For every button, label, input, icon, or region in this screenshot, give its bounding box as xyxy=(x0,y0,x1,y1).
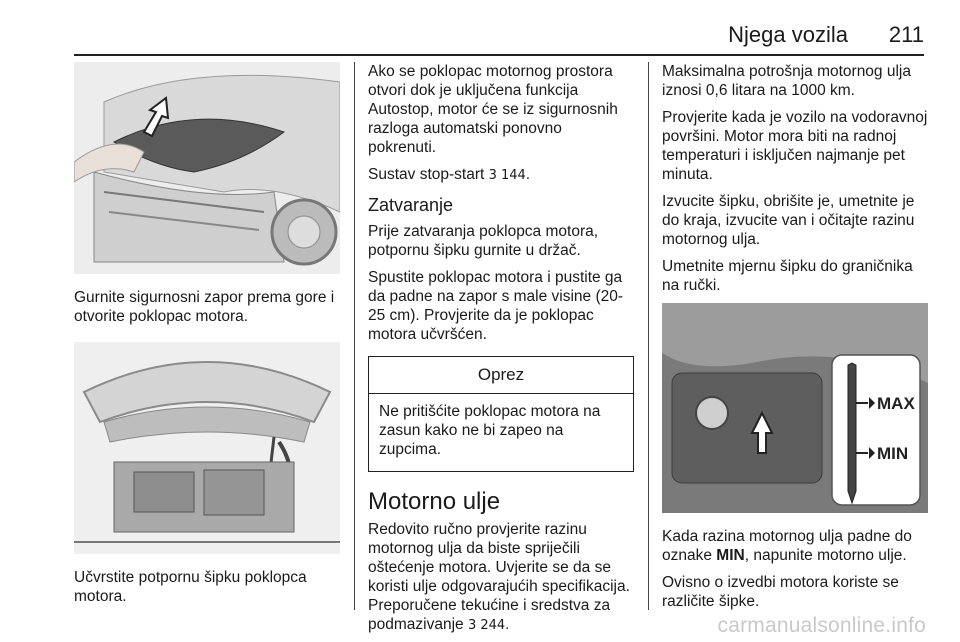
caution-title: Oprez xyxy=(369,357,633,394)
hood-prop-illustration xyxy=(74,342,340,554)
paragraph-dipstick-insert: Umetnite mjernu šipku do graničnika na ručki. xyxy=(662,258,913,294)
dipstick-illustration xyxy=(662,303,928,513)
figure-hood-release xyxy=(74,62,340,274)
paragraph-variants: Ovisno o izvedbi motora koriste se različite šipke. xyxy=(662,574,899,610)
page-title: Njega vozila xyxy=(728,22,848,47)
heading-closing: Zatvaranje xyxy=(368,195,454,215)
figure-dipstick xyxy=(662,303,928,513)
min-mark: MIN xyxy=(716,547,745,564)
paragraph-check-conditions: Provjerite kada je vozilo na vodoravnoj površini. Motor mora biti na radnoj temperaturi i isključen najmanje pet minuta. xyxy=(662,109,928,183)
column-middle xyxy=(368,62,634,633)
column-divider xyxy=(354,62,355,610)
paragraph-dipstick-read: Izvucite šipku, obrišite je, umetnite je do kraja, izvucite van i očitajte razinu motornog ulja. xyxy=(662,193,915,248)
oil-check-text: Redovito ručno provjerite razinu motornog ulja da biste spriječili oštećenje motora. Uvjerite se da se koristi ulje odgovarajućih specifikacija. Preporučene tekućine i sredstva za podmazivanje xyxy=(368,521,630,633)
watermark: carmanualsonline.info xyxy=(717,614,926,637)
caption-hood-prop: Učvrstite potpornu šipku poklopca motora. xyxy=(74,569,307,605)
page-header xyxy=(74,18,924,56)
paragraph-oil-consumption: Maksimalna potrošnja motornog ulja iznosi 0,6 litara na 1000 km. xyxy=(662,63,911,99)
dipstick-min-label: MIN xyxy=(877,444,909,463)
heading-engine-oil: Motorno ulje xyxy=(368,488,501,515)
column-left xyxy=(74,62,340,622)
page-reference-link[interactable]: 3 144. xyxy=(488,168,530,183)
page-reference-link[interactable]: 3 244. xyxy=(467,618,510,633)
column-divider xyxy=(648,62,649,610)
refill-text: Kada razina motornog ulja padne do oznake xyxy=(662,528,912,564)
paragraph-autostop: Ako se poklopac motornog prostora otvori dok je uključena funkcija Autostop, motor će se iz sigurnosnih razloga automatski ponovno pokrenuti. xyxy=(368,63,618,156)
caption-hood-release: Gurnite sigurnosni zapor prema gore i otvorite poklopac motora. xyxy=(74,289,335,325)
figure-hood-prop xyxy=(74,342,340,554)
paragraph-oil-check xyxy=(368,520,634,635)
paragraph-lower-hood: Spustite poklopac motora i pustite ga da padne na zapor s male visine (20-25 cm). Provjerite da je poklopac motora učvršćen. xyxy=(368,269,624,343)
caution-box xyxy=(368,356,634,472)
stop-start-text: Sustav stop-start xyxy=(368,166,485,183)
column-right xyxy=(662,62,928,622)
paragraph-stop-start xyxy=(368,165,634,185)
paragraph-refill xyxy=(662,527,928,565)
page-number: 211 xyxy=(888,22,924,47)
hood-release-illustration xyxy=(74,62,340,274)
caution-text: Ne pritišćite poklopac motora na zasun kako ne bi zapeo na zupcima. xyxy=(379,403,601,458)
refill-text-end: , napunite motorno ulje. xyxy=(744,547,907,564)
dipstick-max-label: MAX xyxy=(877,394,915,413)
paragraph-prop-rod: Prije zatvaranja poklopca motora, potpornu šipku gurnite u držač. xyxy=(368,223,599,259)
